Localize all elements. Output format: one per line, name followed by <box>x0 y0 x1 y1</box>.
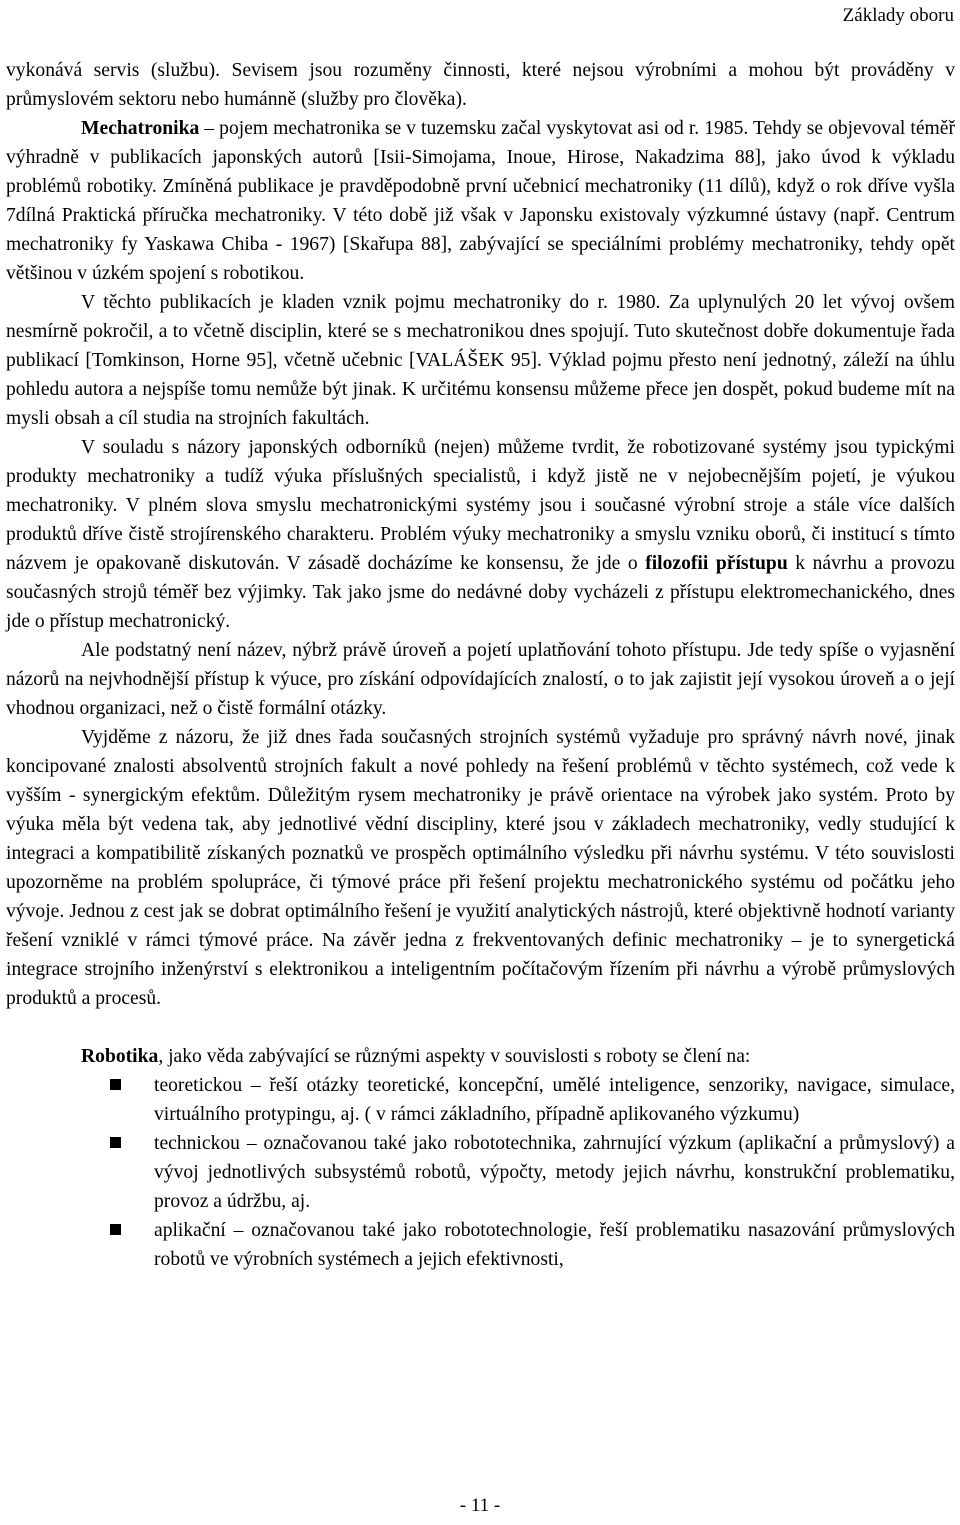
paragraph-mechatronika <box>6 114 955 288</box>
list-item <box>6 1129 955 1216</box>
robotika-list <box>6 1071 955 1274</box>
term-robotika: Robotika <box>81 1046 159 1067</box>
robotika-intro-text: , jako věda zabývající se různými aspekty v souvislosti s roboty se člení na: <box>158 1046 751 1067</box>
paragraph-4-text-before: V souladu s názory japonských odborníků (nejen) můžeme tvrdit, že robotizované systémy jsou typickými produkty mechatroniky a tudíž výuka příslušných specialistů, i když jistě ne v nejobecnějším pojetí, je výukou mechatroniky. V plném slova smyslu mechatronickými systémy jsou i současné výrobní stroje a stále více dalších produktů dříve čistě strojírenského charakteru. Problém výuky mechatroniky a smyslu vzniku oborů, či institucí s tímto názvem je opakovaně diskutován. V zásadě docházíme ke konsensu, že jde o <box>6 437 955 574</box>
robotika-intro <box>6 1042 955 1071</box>
term-filozofii-pristupu: filozofii přístupu <box>645 553 788 574</box>
square-bullet-icon <box>110 1137 121 1148</box>
paragraph-6: Vyjděme z názoru, že již dnes řada současných strojních systémů vyžaduje pro správný návrh nové, jinak koncipované znalosti absolventů strojních fakult a nové pohledy na řešení problémů v těchto systémech, což vede k vyšším - synergickým efektům. Důležitým rysem mechatroniky je právě orientace na výrobek jako systém. Proto by výuka měla být vedena tak, aby jednotlivé vědní discipliny, které jsou v základech mechatroniky, vedly studující k integraci a kompatibilitě získaných poznatků ve prospěch optimálního výsledku při návrhu systému. V této souvislosti upozorněme na problém spolupráce, či týmové práce při řešení projektu mechatronického systému od počátku jeho vývoje. Jednou z cest jak se dobrat optimálního řešení je využití analytických nástrojů, které objektivně hodnotí varianty řešení vzniklé v rámci týmové práce. Na závěr jedna z frekventovaných definic mechatroniky – je to synergetická integrace strojního inženýrství s elektronikou a inteligentním počítačovým řízením při návrhu a výrobě průmyslových produktů a procesů. <box>6 727 955 1009</box>
list-item-text: technickou – označovanou také jako robototechnika, zahrnující výzkum (aplikační a průmyslový) a vývoj jednotlivých subsystémů robotů, výpočty, metody jejich návrhu, konstrukční problematiku, provoz a údržbu, aj. <box>154 1133 955 1212</box>
paragraph-1: vykonává servis (službu). Sevisem jsou rozuměny činnosti, které nejsou výrobními a mohou být prováděny v průmyslovém sektoru nebo humánně (služby pro člověka). <box>6 60 955 110</box>
running-header: Základy oboru <box>842 5 954 26</box>
body-text <box>6 56 955 1274</box>
list-item <box>6 1071 955 1129</box>
term-mechatronika: Mechatronika <box>81 118 200 139</box>
square-bullet-icon <box>110 1079 121 1090</box>
paragraph-spacer <box>6 1013 955 1042</box>
page-number: - 11 - <box>459 1495 501 1516</box>
list-item-text: teoretickou – řeší otázky teoretické, koncepční, umělé inteligence, senzoriky, navigace, simulace, virtuálního protypingu, aj. ( v rámci základního, případně aplikovaného výzkumu) <box>154 1075 955 1125</box>
paragraph-4 <box>6 433 955 636</box>
paragraph-4-text-after: k návrhu a provozu současných strojů téměř bez výjimky. Tak jako jsme do nedávné doby vycházeli z přístupu elektromechanického, dnes jde o přístup mechatronický. <box>6 553 955 632</box>
list-item <box>6 1216 955 1274</box>
paragraph-2-text: – pojem mechatronika se v tuzemsku začal vyskytovat asi od r. 1985. Tehdy se objevoval téměř výhradně v publikacích japonských autorů [Isii-Simojama, Inoue, Hirose, Nakadzima 88], jako úvod k výkladu problémů robotiky. Zmíněná publikace je pravděpodobně první učebnicí mechatroniky (11 dílů), když o rok dříve vyšla 7dílná Praktická příručka mechatroniky. V této době již však v Japonsku existovaly výzkumné ústavy (např. Centrum mechatroniky fy Yaskawa Chiba - 1967) [Skařupa 88], zabývající se speciálními problémy mechatroniky, tehdy opět většinou v úzkém spojení s robotikou. <box>6 118 955 284</box>
paragraph-5: Ale podstatný není název, nýbrž právě úroveň a pojetí uplatňování tohoto přístupu. Jde tedy spíše o vyjasnění názorů na nejvhodnější přístup k výuce, pro získání odpovídajících znalostí, o to jak zajistit její vysokou úroveň a o její vhodnou organizaci, než o čistě formální otázky. <box>6 640 955 719</box>
paragraph-3: V těchto publikacích je kladen vznik pojmu mechatroniky do r. 1980. Za uplynulých 20 let vývoj ovšem nesmírně pokročil, a to včetně disciplin, které se s mechatronikou dnes spojují. Tuto skutečnost dobře dokumentuje řada publikací [Tomkinson, Horne 95], včetně učebnic [VALÁŠEK 95]. Výklad pojmu přesto není jednotný, záleží na úhlu pohledu autora a nejspíše tomu nemůže být jinak. K určitému konsensu můžeme přece jen dospět, pokud budeme mít na mysli obsah a cíl studia na strojních fakultách. <box>6 292 955 429</box>
square-bullet-icon <box>110 1224 121 1235</box>
list-item-text: aplikační – označovanou také jako robototechnologie, řeší problematiku nasazování průmyslových robotů ve výrobních systémech a jejich efektivnosti, <box>154 1220 955 1270</box>
